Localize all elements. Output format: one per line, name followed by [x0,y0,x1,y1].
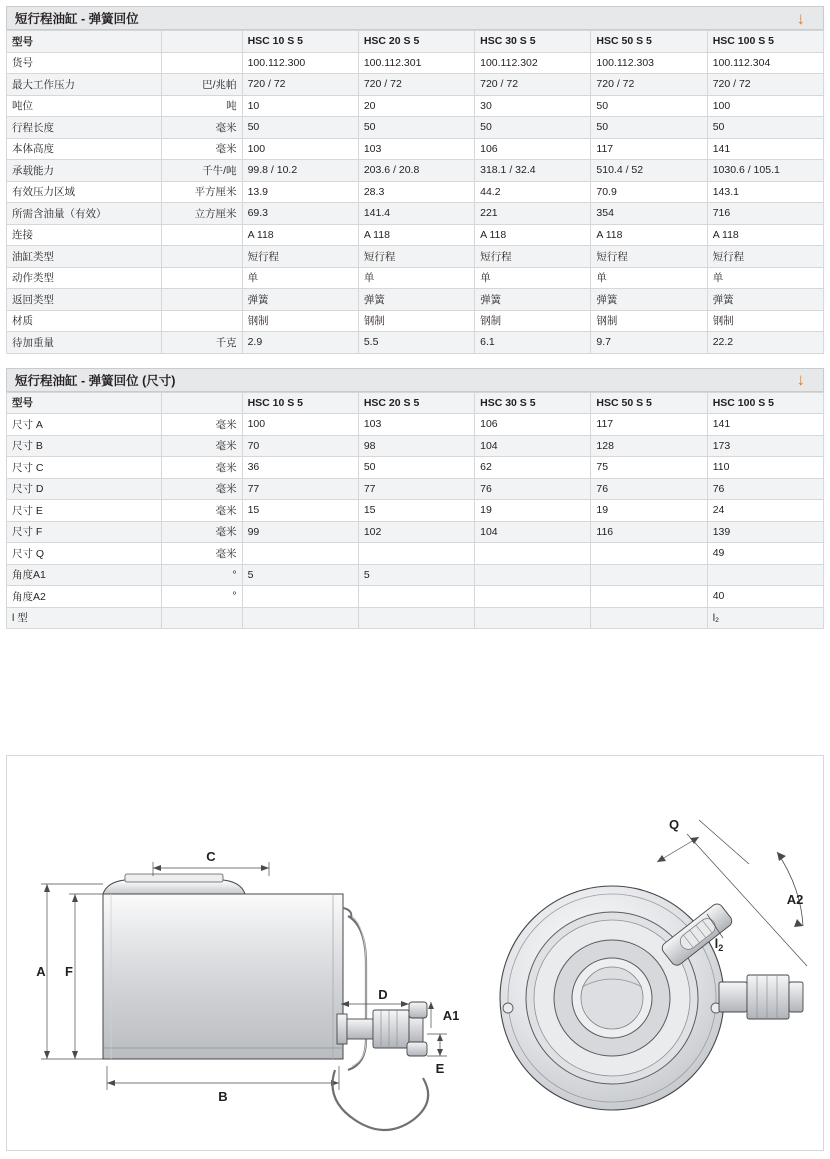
cell-value [475,607,591,629]
cell-value [475,543,591,565]
cell-value: 13.9 [242,181,358,203]
table-row [7,74,824,96]
cell-value [591,564,707,586]
cell-value: 28.3 [358,181,474,203]
cell-value: 76 [707,478,823,500]
cell-value: 1030.6 / 105.1 [707,160,823,182]
cell-value: 钢制 [475,310,591,332]
cell-value [242,586,358,608]
table-row [7,500,824,522]
row-unit: 毫米 [162,543,242,565]
cell-value: 单 [707,267,823,289]
cell-value [591,543,707,565]
column-header-model: HSC 10 S 5 [242,31,358,53]
row-unit: 毫米 [162,521,242,543]
column-header-model: HSC 100 S 5 [707,392,823,414]
cell-value: 76 [475,478,591,500]
row-unit: 毫米 [162,117,242,139]
row-label: 油缸类型 [7,246,162,268]
cell-value: 720 / 72 [591,74,707,96]
label-a: A [36,964,46,979]
cell-value: 318.1 / 32.4 [475,160,591,182]
cell-value: 100.112.301 [358,52,474,74]
row-unit: 千克 [162,332,242,354]
column-header-model: HSC 20 S 5 [358,31,474,53]
row-unit [162,52,242,74]
cell-value: 70 [242,435,358,457]
cell-value: 6.1 [475,332,591,354]
row-label: 尺寸 B [7,435,162,457]
label-e: E [435,1061,445,1076]
dimension-b [107,1066,339,1090]
cell-value [242,607,358,629]
table-row [7,224,824,246]
cell-value: A 118 [242,224,358,246]
cell-value: 50 [591,117,707,139]
table-header-row [7,31,824,53]
row-unit: 立方厘米 [162,203,242,225]
cell-value: 69.3 [242,203,358,225]
table-row [7,181,824,203]
cell-value [707,564,823,586]
front-view [500,886,724,1110]
row-unit [162,246,242,268]
cell-value: 106 [475,138,591,160]
cell-value: 50 [707,117,823,139]
table-row [7,564,824,586]
cell-value: 50 [242,117,358,139]
table-row [7,267,824,289]
row-label: 待加重量 [7,332,162,354]
column-header-model: HSC 30 S 5 [475,31,591,53]
row-unit [162,289,242,311]
cell-value: 20 [358,95,474,117]
cell-value: 117 [591,138,707,160]
cell-value: 128 [591,435,707,457]
column-header-model: HSC 10 S 5 [242,392,358,414]
cell-value: 弹簧 [358,289,474,311]
row-label: 返回类型 [7,289,162,311]
table-row [7,246,824,268]
row-label: 最大工作压力 [7,74,162,96]
cell-value: 5 [358,564,474,586]
cell-value: 221 [475,203,591,225]
cell-value: A 118 [591,224,707,246]
cell-value [475,586,591,608]
cell-value: 720 / 72 [358,74,474,96]
cell-value: A 118 [707,224,823,246]
technical-drawing-panel [6,755,824,1151]
cell-value: 36 [242,457,358,479]
cell-value: 钢制 [707,310,823,332]
cell-value: 单 [358,267,474,289]
row-label: 角度A2 [7,586,162,608]
cell-value: 106 [475,414,591,436]
table-header-row [7,392,824,414]
cell-value: 139 [707,521,823,543]
cell-value: 9.7 [591,332,707,354]
row-label: 尺寸 D [7,478,162,500]
row-unit: 毫米 [162,457,242,479]
cell-value: 30 [475,95,591,117]
label-a2: A2 [786,892,804,907]
cell-value [591,586,707,608]
row-label: 型号 [7,31,162,53]
label-d: D [378,987,388,1002]
label-c: C [206,849,216,864]
cell-value: 弹簧 [242,289,358,311]
row-label: 尺寸 E [7,500,162,522]
label-q: Q [668,817,680,832]
row-unit: 毫米 [162,478,242,500]
cell-value: 5.5 [358,332,474,354]
block-header [6,368,824,392]
spec-table-main [6,30,824,354]
row-unit: 平方厘米 [162,181,242,203]
cell-value: 钢制 [242,310,358,332]
row-label: 有效压力区域 [7,181,162,203]
column-header-model: HSC 50 S 5 [591,31,707,53]
cell-value: 98 [358,435,474,457]
label-l2: $l_2$ [714,936,724,953]
table-row [7,310,824,332]
cell-value: 354 [591,203,707,225]
block-title: 短行程油缸 - 弹簧回位 [15,12,139,26]
dimension-f [69,894,103,1059]
cell-value: 短行程 [242,246,358,268]
table-row [7,414,824,436]
cell-value: 单 [475,267,591,289]
cell-value: 钢制 [591,310,707,332]
cell-value: 100.112.303 [591,52,707,74]
row-unit: 巴/兆帕 [162,74,242,96]
cell-value: 单 [591,267,707,289]
row-unit: ° [162,564,242,586]
cell-value: 103 [358,138,474,160]
cell-value: 2.9 [242,332,358,354]
row-unit [162,310,242,332]
table-row [7,289,824,311]
block-title: 短行程油缸 - 弹簧回位 (尺寸) [15,373,176,388]
cell-value: 720 / 72 [475,74,591,96]
table-row [7,138,824,160]
row-label: 行程长度 [7,117,162,139]
label-a1: A1 [442,1008,460,1023]
cell-value: 100 [242,138,358,160]
cell-value: 75 [591,457,707,479]
technical-drawing-cylinder [7,756,823,1150]
dimension-a1 [428,1002,434,1028]
spec-block-dimensions [6,368,824,630]
table-row [7,160,824,182]
column-header-model: HSC 50 S 5 [591,392,707,414]
coupler-left [337,1002,427,1056]
cell-value: A 118 [475,224,591,246]
cell-value [358,543,474,565]
table-row [7,332,824,354]
row-label: 材质 [7,310,162,332]
table-row [7,52,824,74]
cell-value: 5 [242,564,358,586]
cell-value: 100 [707,95,823,117]
row-label: 所需含油量（有效） [7,203,162,225]
row-label: 尺寸 F [7,521,162,543]
cell-value: 15 [242,500,358,522]
cell-value: 24 [707,500,823,522]
cell-value: 弹簧 [707,289,823,311]
cell-value: 143.1 [707,181,823,203]
row-unit: 毫米 [162,435,242,457]
cell-value: 77 [242,478,358,500]
row-unit: 毫米 [162,414,242,436]
table-row [7,457,824,479]
cell-value: 203.6 / 20.8 [358,160,474,182]
column-header-model: HSC 20 S 5 [358,392,474,414]
row-label: 本体高度 [7,138,162,160]
row-label: l 型 [7,607,162,629]
row-unit [162,607,242,629]
row-unit: 千牛/吨 [162,160,242,182]
row-unit [162,224,242,246]
row-label: 型号 [7,392,162,414]
label-f: F [65,964,73,979]
row-label: 尺寸 C [7,457,162,479]
cell-value: 15 [358,500,474,522]
cell-value: 173 [707,435,823,457]
spec-table-dimensions [6,392,824,630]
row-unit: 毫米 [162,138,242,160]
cell-value: 19 [475,500,591,522]
table-row [7,521,824,543]
cell-value: 50 [475,117,591,139]
row-label: 承载能力 [7,160,162,182]
cell-value: 100.112.300 [242,52,358,74]
cell-value [358,586,474,608]
cell-value: 短行程 [358,246,474,268]
cell-value: 720 / 72 [707,74,823,96]
table-row [7,543,824,565]
dimension-e [427,1034,447,1056]
cell-value: 141 [707,138,823,160]
row-label: 连接 [7,224,162,246]
cell-value: l₂ [707,607,823,629]
row-label: 角度A1 [7,564,162,586]
cell-value: 117 [591,414,707,436]
cell-value: 116 [591,521,707,543]
row-label: 尺寸 A [7,414,162,436]
table-row [7,203,824,225]
cell-value: 141 [707,414,823,436]
cell-value: 100 [242,414,358,436]
cell-value: 短行程 [591,246,707,268]
cell-value: 510.4 / 52 [591,160,707,182]
column-header-model: HSC 100 S 5 [707,31,823,53]
cell-value: 50 [591,95,707,117]
dimension-d [341,1001,409,1007]
cell-value: 103 [358,414,474,436]
cell-value: 100.112.302 [475,52,591,74]
cell-value: 99 [242,521,358,543]
cell-value: 短行程 [707,246,823,268]
cell-value: 钢制 [358,310,474,332]
cell-value [358,607,474,629]
cell-value: 40 [707,586,823,608]
cell-value: 50 [358,117,474,139]
cell-value: 77 [358,478,474,500]
row-label: 动作类型 [7,267,162,289]
table-row [7,586,824,608]
cell-value: 44.2 [475,181,591,203]
cell-value: 99.8 / 10.2 [242,160,358,182]
row-unit: ° [162,586,242,608]
cell-value: 76 [591,478,707,500]
cell-value: 22.2 [707,332,823,354]
label-b: B [218,1089,228,1104]
row-unit [162,267,242,289]
cell-value: 短行程 [475,246,591,268]
cell-value [242,543,358,565]
cell-value: 104 [475,521,591,543]
cell-value: 716 [707,203,823,225]
cell-value: 弹簧 [591,289,707,311]
cell-value: 62 [475,457,591,479]
cell-value: 720 / 72 [242,74,358,96]
cell-value: 100.112.304 [707,52,823,74]
row-label: 尺寸 Q [7,543,162,565]
cell-value [591,607,707,629]
table-row [7,117,824,139]
down-arrow-icon: ↓ [796,8,805,28]
cell-value: 104 [475,435,591,457]
spec-block-main [6,6,824,354]
cell-value: 49 [707,543,823,565]
cell-value: 单 [242,267,358,289]
cell-value: 50 [358,457,474,479]
row-unit: 毫米 [162,500,242,522]
row-unit [162,31,242,53]
cell-value: 10 [242,95,358,117]
table-row [7,478,824,500]
down-arrow-icon: ↓ [796,370,805,389]
row-unit: 吨 [162,95,242,117]
cell-value [475,564,591,586]
column-header-model: HSC 30 S 5 [475,392,591,414]
cell-value: 102 [358,521,474,543]
cell-value: A 118 [358,224,474,246]
cell-value: 141.4 [358,203,474,225]
coupler-right [719,975,803,1019]
table-row [7,95,824,117]
block-header [6,6,824,30]
cell-value: 19 [591,500,707,522]
cell-value: 弹簧 [475,289,591,311]
cell-value: 110 [707,457,823,479]
table-row [7,607,824,629]
cell-value: 70.9 [591,181,707,203]
table-row [7,435,824,457]
row-label: 货号 [7,52,162,74]
row-unit [162,392,242,414]
row-label: 吨位 [7,95,162,117]
